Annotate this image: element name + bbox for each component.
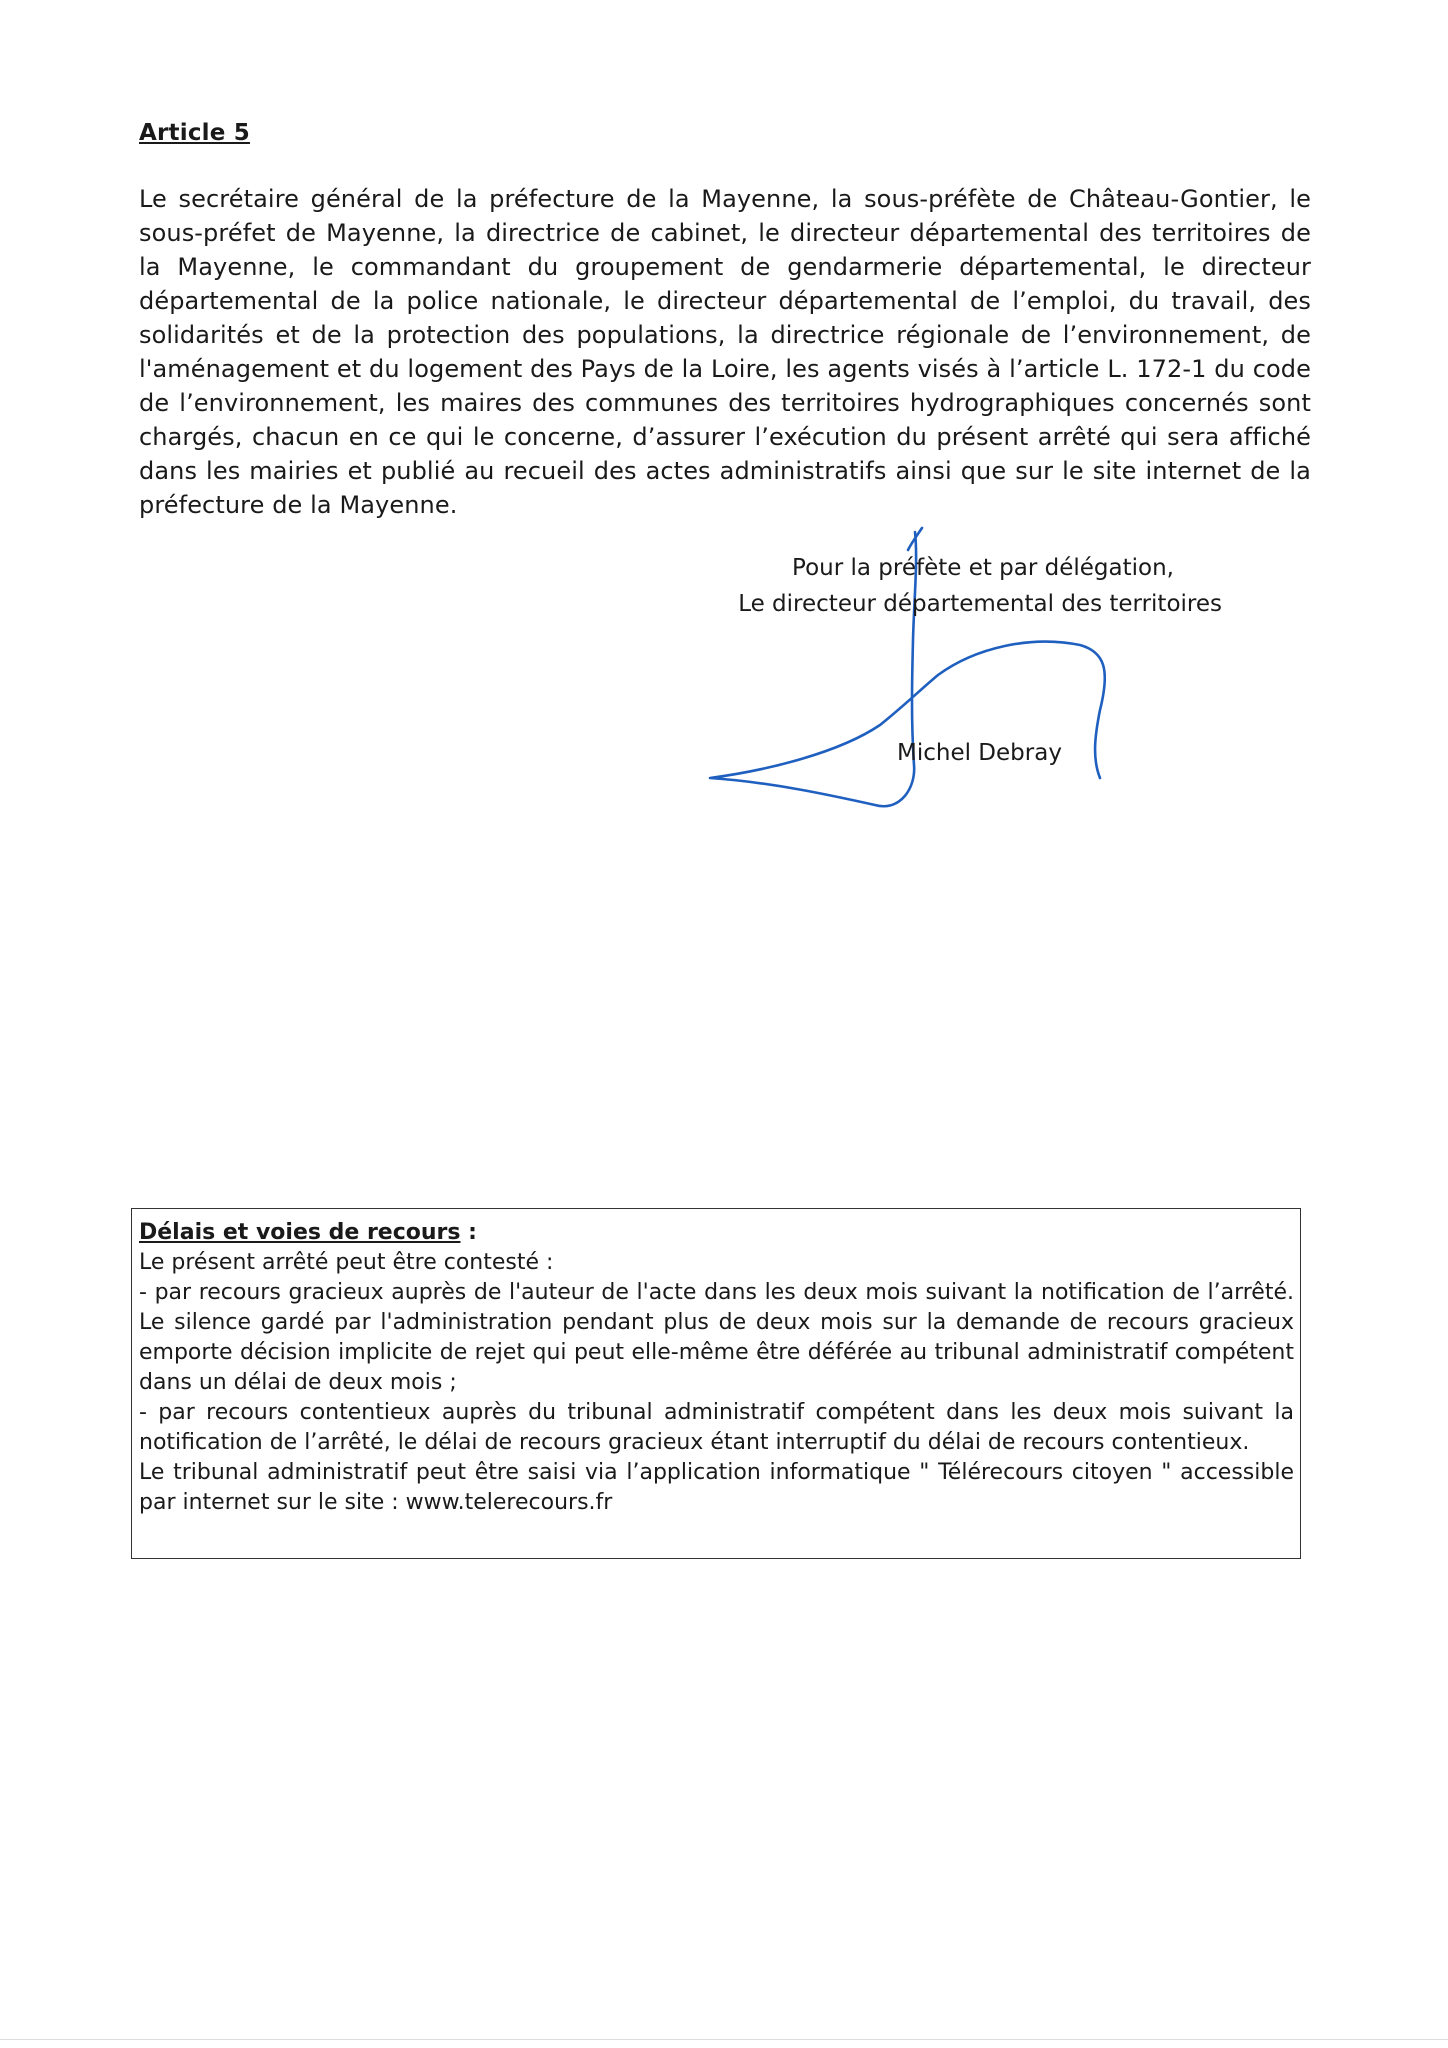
signatory-name: Michel Debray bbox=[897, 740, 1062, 766]
article-body: Le secrétaire général de la préfecture de la Mayenne, la sous-préfète de Château-Gontier, le sous-préfet de Mayenne, la directrice de cabinet, le directeur départemental des territoires de la Mayenne, le commandant du groupement de gendarmerie départemental, le directeur départemental de la police nationale, le directeur départemental de l’emploi, du travail, des solidarités et de la protection des populations, la directrice régionale de l’environnement, de l'aménagement et du logement des Pays de la Loire, les agents visés à l’article L. 172-1 du code de l’environnement, les maires des communes des territoires hydrographiques concernés sont chargés, chacun en ce qui le concerne, d’assurer l’exécution du présent arrêté qui sera affiché dans les mairies et publié au recueil des actes administratifs ainsi que sur le site internet de la préfecture de la Mayenne. bbox=[139, 185, 1311, 519]
recours-title-colon: : bbox=[460, 1220, 477, 1245]
recours-intro: Le présent arrêté peut être contesté : bbox=[139, 1250, 554, 1275]
recours-box bbox=[131, 1208, 1301, 1559]
recours-contentieux: - par recours contentieux auprès du tribunal administratif compétent dans les deux mois suivant la notification de l’arrêté, le délai de recours gracieux étant interruptif du délai de recours contentieux. bbox=[139, 1400, 1294, 1455]
signature-title-line: Le directeur départemental des territoires bbox=[738, 591, 1222, 617]
signature-delegation-line: Pour la préfète et par délégation, bbox=[792, 555, 1174, 581]
signature-block bbox=[700, 555, 1260, 825]
article-heading: Article 5 bbox=[139, 120, 250, 146]
recours-title-text: Délais et voies de recours bbox=[139, 1220, 461, 1245]
recours-title bbox=[139, 1218, 1294, 1248]
page-bottom-rule bbox=[0, 2039, 1448, 2040]
recours-telerecours: Le tribunal administratif peut être saisi via l’application informatique " Télérecours citoyen " accessible par internet sur le site : www.telerecours.fr bbox=[139, 1460, 1294, 1515]
recours-gracieux: - par recours gracieux auprès de l'auteur de l'acte dans les deux mois suivant la notification de l’arrêté. Le silence gardé par l'administration pendant plus de deux mois sur la demande de recours gracieux emporte décision implicite de rejet qui peut elle-même être déférée au tribunal administratif compétent dans un délai de deux mois ; bbox=[139, 1280, 1294, 1395]
